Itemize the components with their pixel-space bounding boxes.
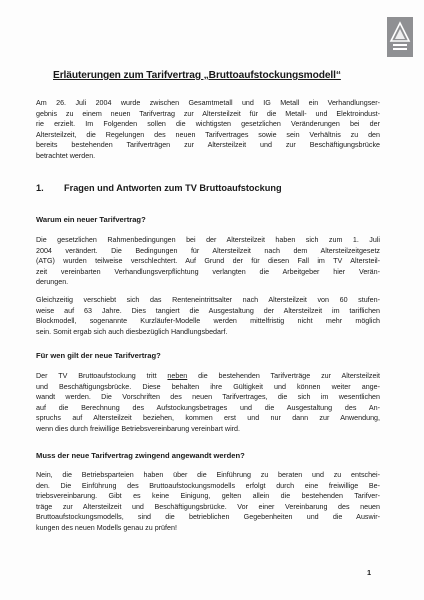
answer-paragraph [36,371,380,435]
question-heading: Muss der neue Tarifvertrag zwingend angewandt werden? [36,451,245,460]
question-heading: Warum ein neuer Tarifvertrag? [36,215,146,224]
text-line: spruchs auf Altersteilzeit beziehen, kommen erst und nur dann zur Anwendung, [36,414,380,423]
text-line: zeit vereinbarten Verhandlungsverpflichtung verlangten die Arbeitgeber hier Verän- [36,267,380,276]
page-number: 1 [367,568,372,577]
text-line: (ATG) wurden teilweise verschlechtert. Auf Grund der für diesen Fall im TV Altersteil- [36,257,380,266]
answer-paragraph [36,295,380,337]
text-line: sein. Somit ergab sich auch diesbezüglich Handlungsbedarf. [36,327,228,336]
text-line: und Beschäftigungsbrücke. Diese behalten ihre Gültigkeit und können weiter ange- [36,382,380,391]
document-title: Erläuterungen zum Tarifvertrag „Bruttoaufstockungsmodell“ [53,70,341,81]
text-line: Die gesetzlichen Rahmenbedingungen bei der Altersteilzeit haben sich zum 1. Juli [36,236,380,244]
intro-paragraph [36,98,380,162]
text-line [36,371,380,382]
text-line: träge zur Altersteilzeit und Beschäftigungsbrücke. Vor einer Vereinbarung des neuen [36,502,380,511]
text-line: Bruttoaufstockungsmodells, sind die betrieblichen Gegebenheiten und die Auswir- [36,513,380,522]
text-line: betrachtet werden. [36,151,96,160]
text-line: kungen des neuen Modells genau zu prüfen! [36,523,177,532]
text-line: rie erzielt. Im Folgenden sollen die wichtigsten gesetzlichen Veränderungen bei der [36,120,380,129]
text-span: die bestehenden Tarifverträge zur Altersteilzeit [187,372,380,380]
text-line: Am 26. Juli 2004 wurde zwischen Gesamtmetall und IG Metall ein Verhandlungser- [36,99,380,107]
section-title: Fragen und Antworten zum TV Bruttoaufstockung [64,183,282,193]
section-number: 1. [36,183,44,193]
text-line: Blockmodell, sogenannte Kurzläufer-Modelle werden mittelfristig nicht mehr möglich [36,317,380,326]
text-line: Gleichzeitig verschiebt sich das Renteneintrittsalter nach Altersteilzeit von 60 stufen- [36,296,380,304]
text-line: 2004 verändert. Die Bedingungen für Altersteilzeit nach dem Altersteilzeitgesetz [36,246,380,255]
text-line: bereits bestehenden Tarifverträgen zur Altersteilzeit und zur Beschäftigungsbrücke [36,141,380,150]
text-line: triebsvereinbarung. Gibt es keine Einigung, gelten allein die bestehenden Tarifver- [36,492,380,501]
answer-paragraph [36,235,380,288]
text-line: gebnis zu einem neuen Tarifvertrag zur Altersteilzeit für die Metall- und Elektroindust- [36,109,380,118]
text-line: auf die Berechnung des Aufstockungsbetrages und die Ausgestaltung des An- [36,403,380,412]
text-line: wenn dies durch freiwillige Betriebsvereinbarung vereinbart wird. [36,424,241,433]
text-line: wandt werden. Die Vorschriften des neuen Tarifvertrages, die sich im wesentlichen [36,393,380,402]
ig-metall-logo [387,17,413,57]
text-line: weise auf 63 Jahre. Dies tangiert die Ausgestaltung der Altersteilzeit im tariflichen [36,306,380,315]
emphasized-word: neben [167,372,188,380]
text-line: Nein, die Betriebsparteien haben über die Einführung zu beraten und zu entschei- [36,471,380,479]
text-line: den. Die Einführung des Bruttoaufstockungsmodells erfolgt durch eine freiwillige Be- [36,481,380,490]
text-span: Der TV Bruttoaufstockung tritt [36,372,168,380]
text-line: derungen. [36,278,69,287]
section-heading [36,183,376,193]
question-heading: Für wen gilt der neue Tarifvertrag? [36,351,161,360]
text-line: Altersteilzeit, die Regelungen des neuen Tarifvertrages sowie sein Verhältnis zu den [36,130,380,139]
answer-paragraph [36,470,380,534]
